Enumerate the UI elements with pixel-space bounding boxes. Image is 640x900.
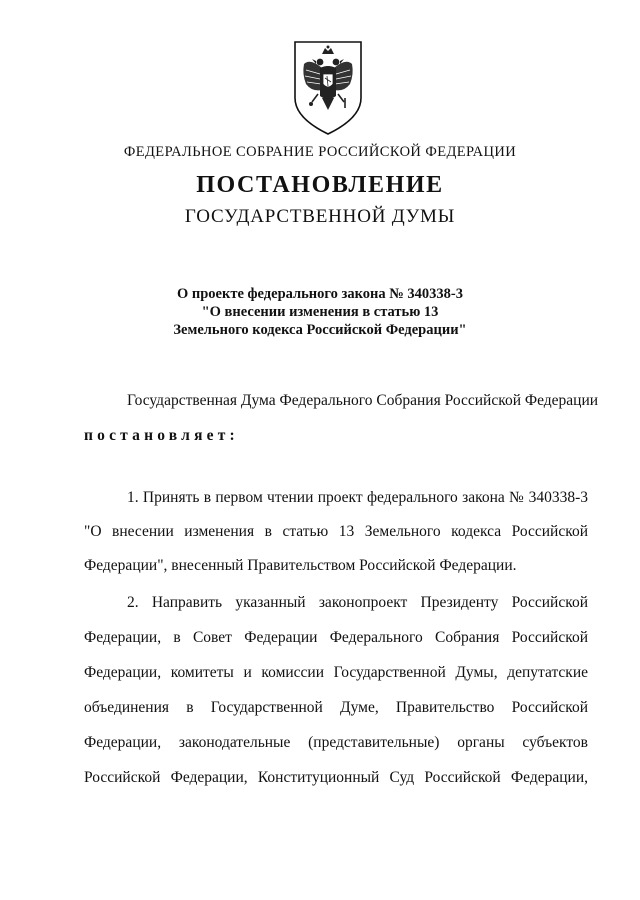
- paragraph-line: Федерации", внесенный Правительством Российской Федерации.: [84, 557, 517, 574]
- paragraph-line: 1. Принять в первом чтении проект федерального закона № 340338-3: [127, 489, 588, 506]
- paragraph-line: Федерации, законодательные (представительные) органы субъектов: [84, 734, 588, 751]
- document-issuer: ГОСУДАРСТВЕННОЙ ДУМЫ: [184, 206, 456, 227]
- paragraph-line: объединения в Государственной Думе, Правительство Российской: [84, 699, 588, 716]
- coat-of-arms-emblem: [292, 40, 364, 136]
- paragraph-line: "О внесении изменения в статью 13 Земельного кодекса Российской: [84, 523, 588, 540]
- subject-line: "О внесении изменения в статью 13: [201, 304, 439, 320]
- paragraph-line: Федерации, комитеты и комиссии Государственной Думы, депутатские: [84, 664, 588, 681]
- document-type-title: ПОСТАНОВЛЕНИЕ: [196, 172, 444, 198]
- paragraph-line: Федерации, в Совет Федерации Федерального Собрания Российской: [84, 629, 588, 646]
- subject-line: Земельного кодекса Российской Федерации": [173, 322, 467, 338]
- preamble-text: Государственная Дума Федерального Собрания Российской Федерации: [127, 392, 599, 409]
- organization-name: ФЕДЕРАЛЬНОЕ СОБРАНИЕ РОССИЙСКОЙ ФЕДЕРАЦИИ: [123, 144, 517, 160]
- subject-line: О проекте федерального закона № 340338-3: [176, 286, 464, 302]
- resolves-keyword: постановляет:: [84, 427, 239, 444]
- paragraph-line: Российской Федерации, Конституционный Суд Российской Федерации,: [84, 769, 588, 786]
- paragraph-line: 2. Направить указанный законопроект Президенту Российской: [127, 594, 588, 611]
